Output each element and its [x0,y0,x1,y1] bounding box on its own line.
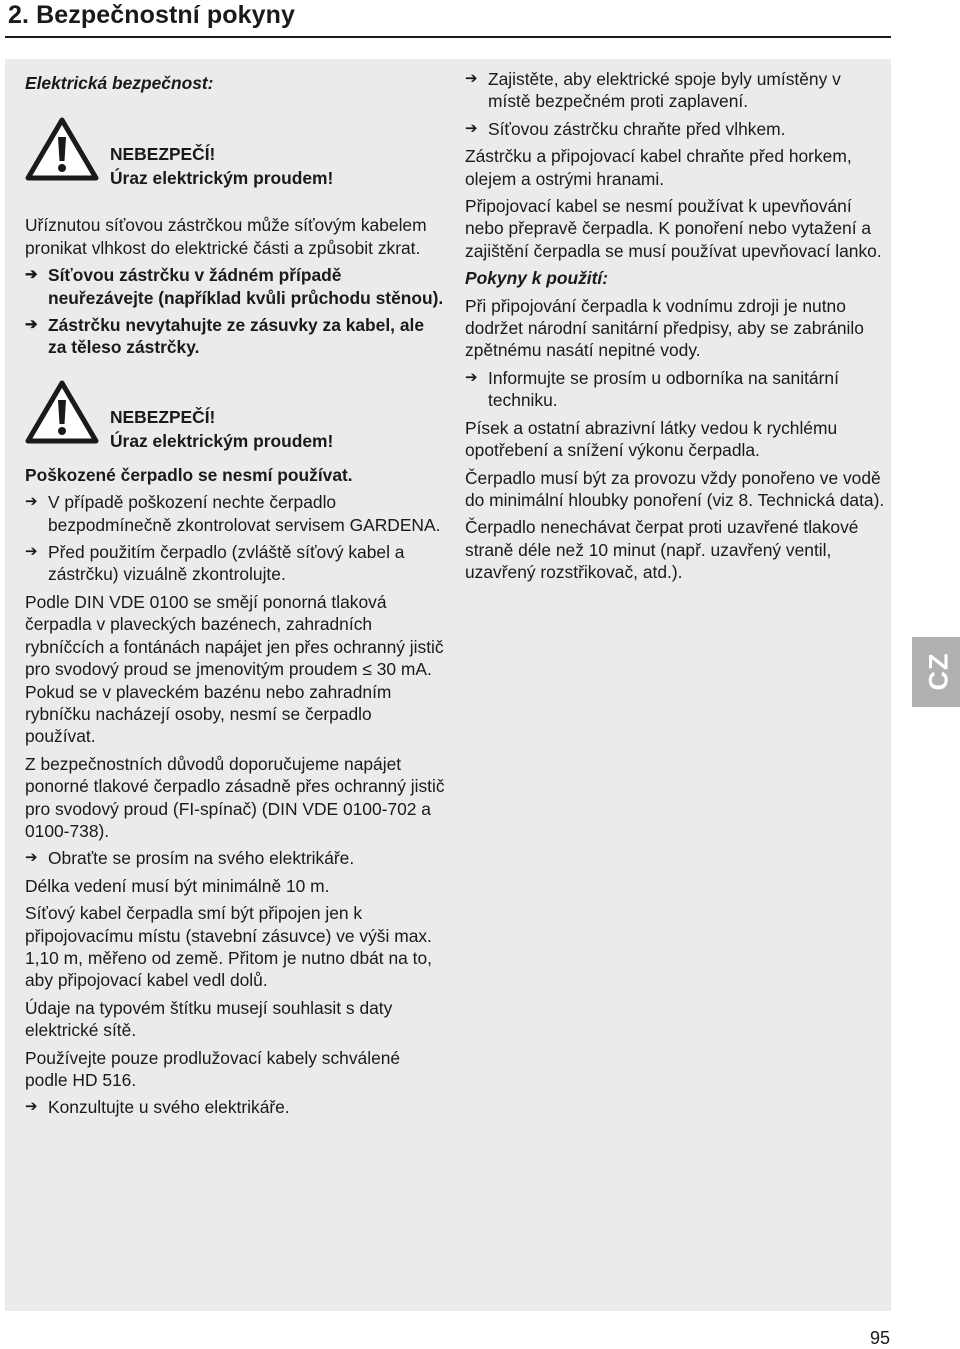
arrow-right-icon: ➔ [25,1098,38,1116]
warning-danger-label: NEBEZPEČÍ! [110,144,216,165]
page-number: 95 [869,1328,890,1348]
section-heading-usage: Pokyny k použití: [465,268,609,289]
left-column [25,68,445,1124]
bullet-sanitary-expert: ➔ Informujte se prosím u odborníka na sanitární techniku. [465,367,839,411]
title-divider [5,36,891,38]
paragraph-cable-connection: Síťový kabel čerpadla smí být připojen jen k připojovacímu místu (stavební zásuvce) ve výši max. 1,10 m, měřeno od země. Přitom je nutno dbát na to, aby připojovací kabel vedl dolů. [25,903,432,991]
bullet-pull-plug-body: ➔ Zástrčku nevytahujte ze zásuvky za kabel, ale za těleso zástrčky. [25,315,425,358]
arrow-right-icon: ➔ [25,543,38,561]
warning-triangle-icon [25,380,99,444]
warning-block-1 [25,120,445,196]
paragraph-protect-heat: Zástrčku a připojovací kabel chraňte před horkem, olejem a ostrými hranami. [465,146,852,189]
language-tab-label: CZ [923,652,954,691]
arrow-right-icon: ➔ [465,70,478,87]
section-heading-electrical-safety: Elektrická bezpečnost: [25,73,214,93]
paragraph-sand: Písek a ostatní abrazivní látky vedou k rychlému opotřebení a snížení výkonu čerpadla. [465,417,838,461]
bullet-contact-electrician: ➔ Obraťte se prosím na svého elektrikáře. [25,848,355,869]
page-title: 2. Bezpečnostní pokyny [8,1,295,29]
paragraph-immersion: Čerpadlo musí být za provozu vždy ponořeno ve vodě do minimální hloubky ponoření (viz 8. Technická data). [465,467,885,510]
arrow-right-icon: ➔ [25,849,38,867]
warning-triangle-icon [25,117,99,181]
paragraph-cut-plug: Uříznutou síťovou zástrčkou může síťovým kabelem pronikat vlhkost do elektrické části a způsobit zkrat. [25,215,427,258]
arrow-right-icon: ➔ [465,119,478,137]
paragraph-din-vde: Podle DIN VDE 0100 se smějí ponorná tlaková čerpadla v plaveckých bazénech, zahradních rybníčcích a fontánách napájet jen přes ochranný jistič pro svodový proud se jmenovitým proudem ≤ 30 mA. Pokud se v plaveckém bazénu nebo zahradním rybníčku nacházejí osoby, nesmí se čerpadlo používat. [25,591,444,747]
bullet-do-not-cut-plug: ➔ Síťovou zástrčku v žádném případě neuřezávejte (například kvůli průchodu stěnou). [25,265,444,308]
bullet-visual-check: ➔ Před použitím čerpadlo (zvláště síťový kabel a zástrčku) vizuálně zkontrolujte. [25,542,405,585]
arrow-right-icon: ➔ [465,368,478,386]
warning-text-2 [110,405,333,453]
paragraph-extension-cables: Používejte pouze prodlužovací kabely schválené podle HD 516. [25,1047,401,1090]
arrow-right-icon: ➔ [25,266,38,284]
warning-shock-label: Úraz elektrickým proudem! [110,168,334,189]
paragraph-safety-reasons: Z bezpečnostních důvodů doporučujeme napájet ponorné tlakové čerpadlo zásadně přes ochranný jistič pro svodový proud (FI-spínač) (DIN VDE 0100-702 a 0100-738). [25,753,445,841]
warning-shock-label: Úraz elektrickým proudem! [110,430,334,451]
paragraph-type-plate: Údaje na typovém štítku musejí souhlasit s daty elektrické sítě. [25,997,393,1041]
bullet-service-check: ➔ V případě poškození nechte čerpadlo bezpodmínečně zkontrolovat servisem GARDENA. [25,492,441,535]
paragraph-cable-usage: Připojovací kabel se nesmí používat k upevňování nebo přepravě čerpadla. K ponoření nebo vytažení a zajištění čerpadla se musí používat upevňovací lanko. [465,196,882,261]
bullet-protect-moisture: ➔ Síťovou zástrčku chraňte před vlhkem. [465,118,786,139]
warning-text-1 [110,142,333,190]
right-column [465,68,885,589]
bullet-flood-safe: ➔ Zajistěte, aby elektrické spoje byly umístěny v místě bezpečném proti zaplavení. [465,69,841,112]
arrow-right-icon: ➔ [25,316,38,334]
paragraph-sanitary-rules: Při připojování čerpadla k vodnímu zdroji je nutno dodržet národní sanitární předpisy, aby se zabránilo zpětnému nasátí nepitné vody. [465,295,864,361]
paragraph-cable-length: Délka vedení musí být minimálně 10 m. [25,875,330,896]
warning-block-2 [25,383,445,459]
paragraph-closed-pressure: Čerpadlo nenechávat čerpat proti uzavřené tlakové straně déle než 10 minut (např. uzavřený ventil, uzavřený rozstřikovač, atd.). [465,517,859,583]
warning-danger-label: NEBEZPEČÍ! [110,406,216,427]
language-tab [912,637,960,707]
paragraph-damaged-pump: Poškozené čerpadlo se nesmí používat. [25,464,353,485]
arrow-right-icon: ➔ [25,493,38,511]
bullet-consult-electrician: ➔ Konzultujte u svého elektrikáře. [25,1097,290,1118]
